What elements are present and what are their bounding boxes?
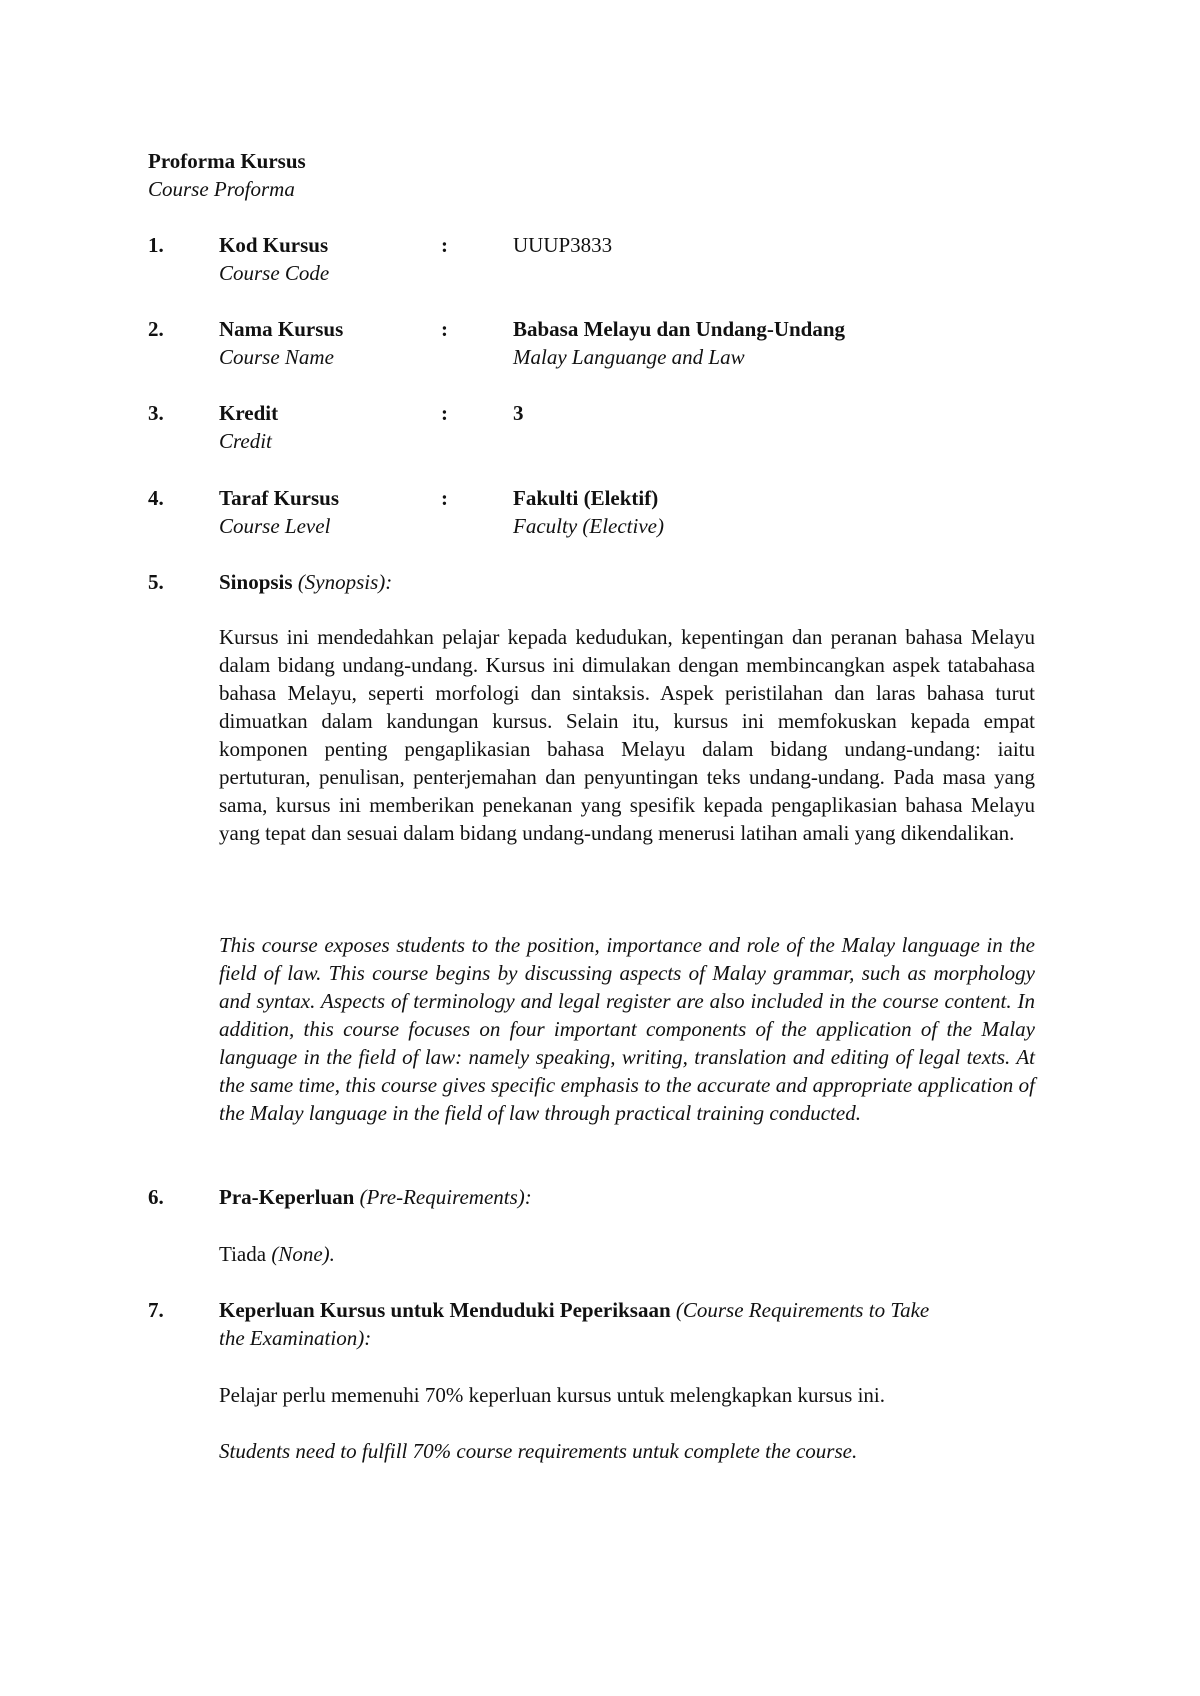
field-value: UUUP3833 <box>513 233 613 257</box>
field-value: 3 <box>513 401 524 425</box>
field-value: Babasa Melayu dan Undang-Undang Malay Languange and Law <box>513 317 846 369</box>
field-label: Kod Kursus Course Code <box>219 233 330 285</box>
field-colon: : <box>441 401 448 425</box>
document-title: Proforma Kursus <box>148 149 306 173</box>
field-number: 1. <box>148 233 164 257</box>
section-number: 6. <box>148 1185 164 1209</box>
synopsis-text-malay: Kursus ini mendedahkan pelajar kepada kedudukan, kepentingan dan peranan bahasa Melayu dalam bidang undang-undang. Kursus ini dimulakan dengan membincangkan aspek tatabahasa bahasa Melayu, seperti morfologi dan sintaksis. Aspek peristilahan dan laras bahasa turut dimuatkan dalam kandungan kursus. Selain itu, kursus ini memfokuskan kepada empat komponen penting pengaplikasian bahasa Melayu dalam bidang undang-undang: iaitu pertuturan, penulisan, penterjemahan dan penyuntingan teks undang-undang. Pada masa yang sama, kursus ini memberikan penekanan yang spesifik kepada pengaplikasian bahasa Melayu yang tepat dan sesuai dalam bidang undang-undang menerusi latihan amali yang dikendalikan. <box>219 625 1035 845</box>
section-heading: Sinopsis (Synopsis): <box>219 570 393 594</box>
field-colon: : <box>441 317 448 341</box>
field-label: Taraf Kursus Course Level <box>219 486 340 538</box>
field-number: 3. <box>148 401 164 425</box>
exam-requirements-text-malay: Pelajar perlu memenuhi 70% keperluan kursus untuk melengkapkan kursus ini. <box>219 1383 886 1407</box>
field-label: Kredit Credit <box>219 401 279 453</box>
synopsis-text-english: This course exposes students to the position, importance and role of the Malay language in the field of law. This course begins by discussing aspects of Malay grammar, such as morphology and syntax. Aspects of terminology and legal register are also included in the course content. In addition, this course focuses on four important components of the application of the Malay language in the field of law: namely speaking, writing, translation and editing of legal texts. At the same time, this course gives specific emphasis to the accurate and appropriate application of the Malay language in the field of law through practical training conducted. <box>219 933 1035 1125</box>
field-colon: : <box>441 233 448 257</box>
document-subtitle: Course Proforma <box>148 177 295 201</box>
section-number: 5. <box>148 570 164 594</box>
section-number: 7. <box>148 1298 164 1322</box>
prerequisites-value: Tiada (None). <box>219 1242 335 1266</box>
field-colon: : <box>441 486 448 510</box>
exam-requirements-text-english: Students need to fulfill 70% course requirements untuk complete the course. <box>219 1439 858 1463</box>
field-number: 4. <box>148 486 164 510</box>
document-title-block <box>148 147 306 203</box>
section-heading: Keperluan Kursus untuk Menduduki Peperiksaan (Course Requirements to Take <box>219 1298 930 1322</box>
field-value: Fakulti (Elektif) Faculty (Elective) <box>513 486 664 538</box>
section-heading: Pra-Keperluan (Pre-Requirements): <box>219 1185 532 1209</box>
field-label: Nama Kursus Course Name <box>219 317 344 369</box>
section-heading-continuation: the Examination): <box>219 1326 372 1350</box>
field-number: 2. <box>148 317 164 341</box>
